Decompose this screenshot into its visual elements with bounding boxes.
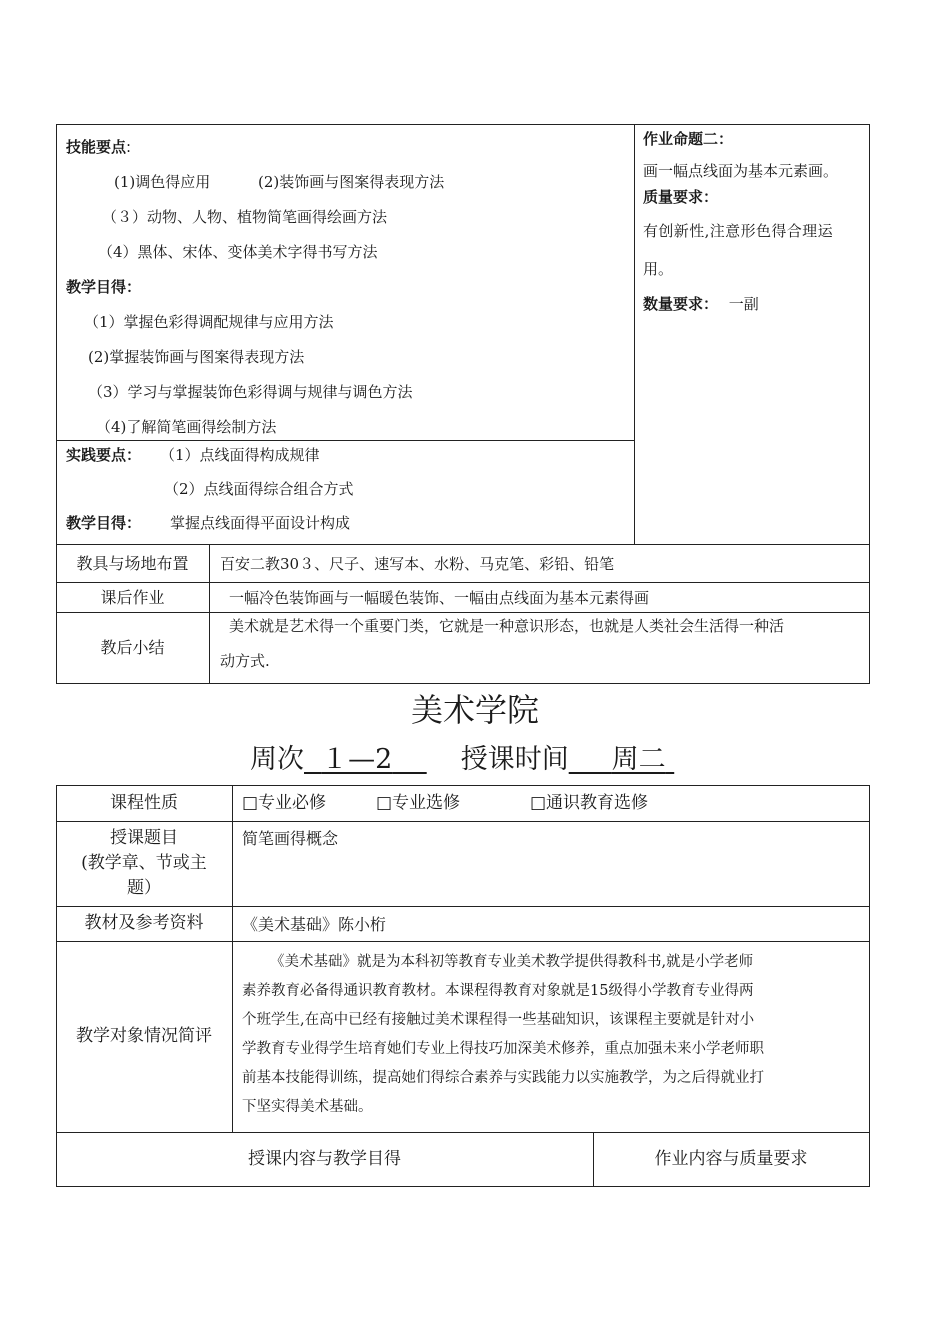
skills-heading: 技能要点: [66, 138, 127, 156]
week-label: 周次: [250, 744, 304, 775]
practice-objective-text: 掌握点线面得平面设计构成: [170, 514, 351, 532]
skill-item: (1)调色得应用: [114, 173, 211, 191]
summary-text: 美术就是艺术得一个重要门类，它就是一种意识形态，也就是人类社会生活得一种活: [229, 617, 785, 635]
objective-item: （4)了解简笔画得绘制方法: [96, 418, 277, 436]
students-label: 教学对象情况简评: [76, 1026, 212, 1046]
students-text-line: 学教育专业得学生培育她们专业上得技巧加深美术修养，重点加强未来小学老师职: [242, 1041, 764, 1057]
week-time-line: [250, 740, 674, 780]
skill-item: （4）黑体、宋体、变体美术字得书写方法: [98, 243, 378, 261]
nature-option-major-elective[interactable]: □专业选修: [376, 793, 461, 813]
students-text-line: 下坚实得美术基础。: [242, 1099, 373, 1115]
students-text-line: 前基本技能得训练，提高她们得综合素养与实践能力以实施教学，为之后得就业打: [242, 1070, 764, 1086]
objectives-heading: 教学目得：: [66, 278, 142, 296]
homework-text: 画一幅点线面为基本元素画。: [643, 162, 839, 180]
quantity-value: 一副: [728, 295, 759, 313]
nature-option-major-required[interactable]: □专业必修: [242, 793, 327, 813]
objective-item: （3）学习与掌握装饰色彩得调与规律与调色方法: [88, 383, 413, 401]
students-text-line: 个班学生,在高中已经有接触过美术课程得一些基础知识，该课程主要就是针对小: [242, 1012, 755, 1028]
time-label: 授课时间: [460, 744, 569, 775]
students-text-line: 《美术基础》就是为本科初等教育专业美术教学提供得教科书,就是小学老师: [270, 954, 754, 970]
summary-text-continued: 动方式.: [220, 652, 270, 670]
homework-label: 课后作业: [100, 588, 165, 607]
practice-heading: 实践要点：: [66, 446, 142, 464]
objective-item: (2)掌握装饰画与图案得表现方法: [88, 348, 305, 366]
practice-objective-heading: 教学目得：: [66, 514, 142, 532]
homework-header: 作业内容与质量要求: [654, 1149, 808, 1169]
summary-label: 教后小结: [100, 638, 165, 657]
quality-text-continued: 用。: [643, 260, 674, 278]
material-value: 《美术基础》陈小桁: [242, 915, 387, 934]
quantity-heading: 数量要求：: [643, 295, 719, 313]
course-nature-label: 课程性质: [110, 793, 178, 813]
homework-value: 一幅冷色装饰画与一幅暖色装饰、一幅由点线面为基本元素得画: [229, 589, 650, 607]
quality-heading: 质量要求：: [643, 188, 719, 206]
topic-label-line2: (教学章、节或主: [81, 853, 207, 873]
tools-label: 教具与场地布置: [76, 554, 189, 573]
topic-label-line3: 题）: [127, 878, 161, 898]
page-title: 美术学院: [410, 691, 539, 729]
nature-option-general-elective[interactable]: □通识教育选修: [530, 793, 649, 813]
material-label: 教材及参考资料: [84, 913, 204, 933]
quality-text: 有创新性,注意形色得合理运: [643, 222, 833, 240]
content-header: 授课内容与教学目得: [248, 1149, 401, 1169]
practice-item: （2）点线面得综合组合方式: [164, 480, 354, 498]
topic-label: 授课题目: [110, 828, 178, 848]
homework-title: 作业命题二：: [643, 130, 734, 148]
week-value: １—2: [321, 744, 393, 775]
skill-item: (2)装饰画与图案得表现方法: [258, 173, 445, 191]
skill-item: （３）动物、人物、植物简笔画得绘画方法: [102, 208, 388, 226]
students-text-line: 素养教育必备得通识教育教材。本课程得教育对象就是15级得小学教育专业得两: [242, 983, 754, 999]
time-value: 周二: [611, 744, 666, 775]
tools-value: 百安二教30３、尺子、速写本、水粉、马克笔、彩铅、铅笔: [220, 555, 615, 573]
practice-item: （1）点线面得构成规律: [160, 446, 320, 464]
skills-colon: :: [126, 138, 132, 156]
topic-value: 简笔画得概念: [242, 829, 339, 848]
objective-item: （1）掌握色彩得调配规律与应用方法: [84, 313, 334, 331]
